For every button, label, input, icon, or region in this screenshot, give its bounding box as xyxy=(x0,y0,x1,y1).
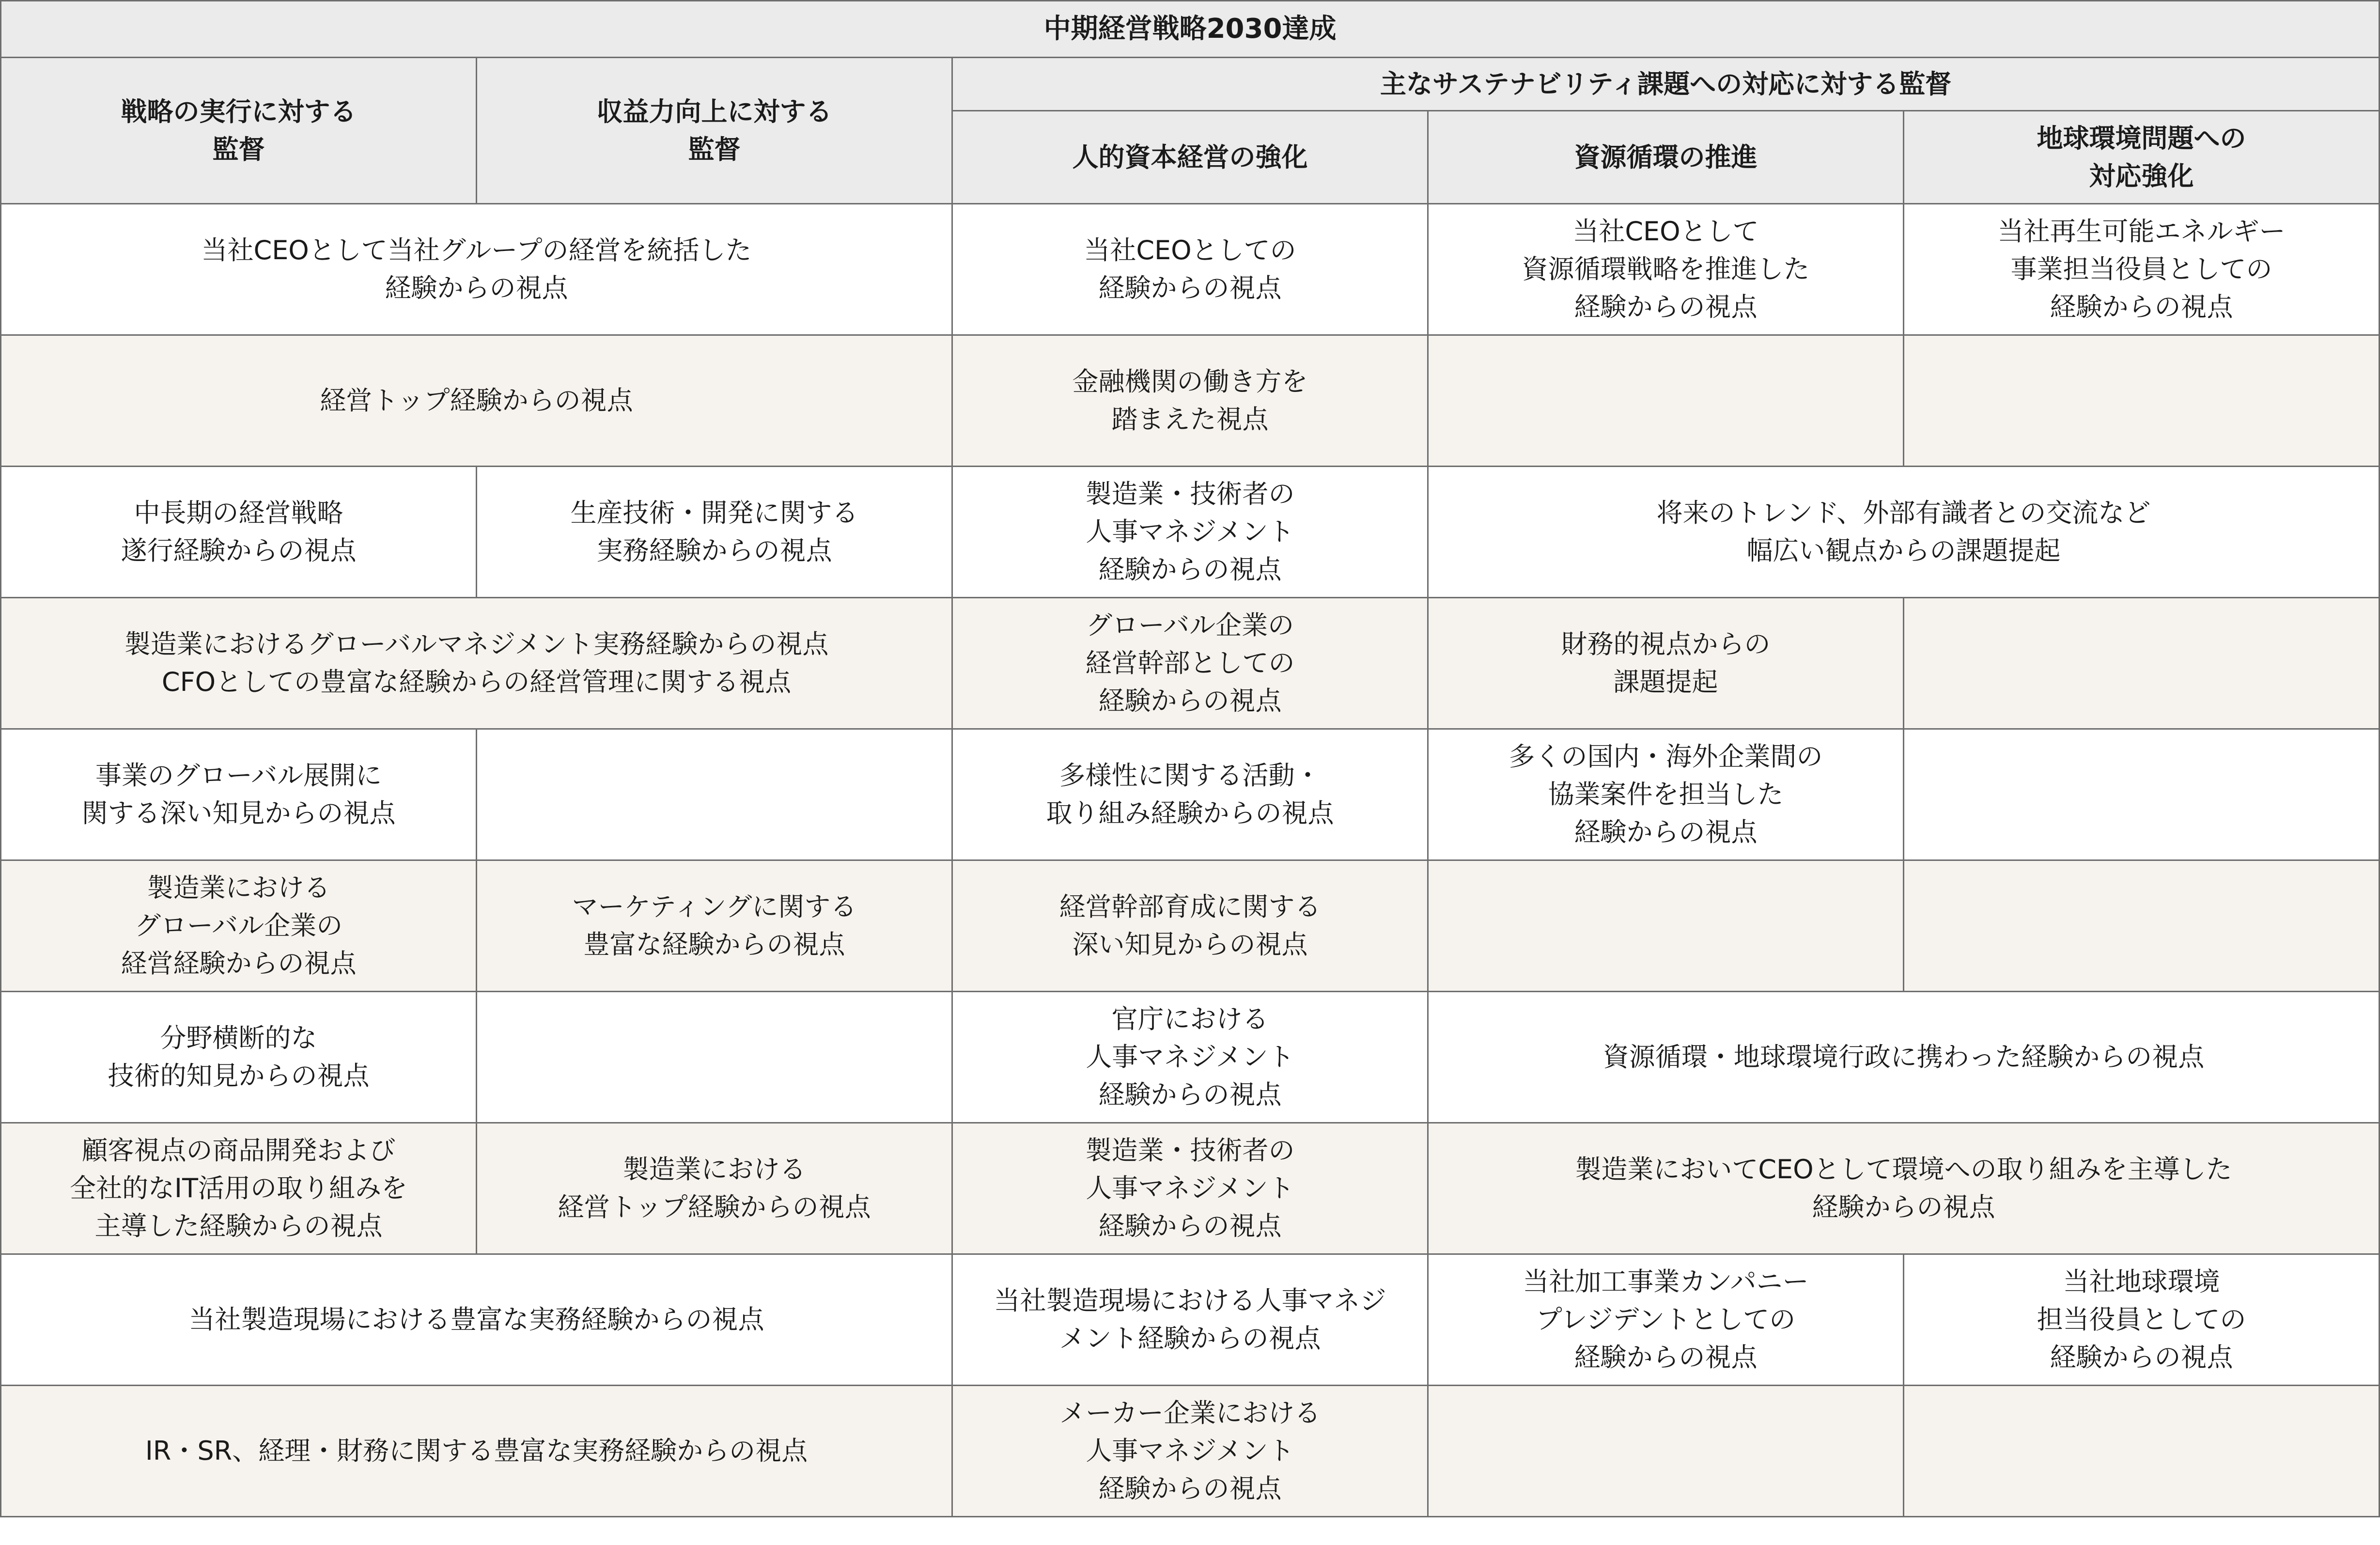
header-strategy-oversight: 戦略の実行に対する 監督 xyxy=(1,58,477,204)
cell-human-capital: 製造業・技術者の 人事マネジメント 経験からの視点 xyxy=(952,1123,1428,1254)
cell-human-capital: 官庁における 人事マネジメント 経験からの視点 xyxy=(952,992,1428,1123)
cell-resource-circulation: 財務的視点からの 課題提起 xyxy=(1428,598,1904,729)
cell-resource-environment: 資源循環・地球環境行政に携わった経験からの視点 xyxy=(1428,992,2380,1123)
cell-strategy: 事業のグローバル展開に 関する深い知見からの視点 xyxy=(1,729,477,860)
cell-strategy-profit: 当社製造現場における豊富な実務経験からの視点 xyxy=(1,1254,952,1386)
cell-resource-circulation xyxy=(1428,335,1904,467)
cell-human-capital: 製造業・技術者の 人事マネジメント 経験からの視点 xyxy=(952,467,1428,598)
cell-global-environment xyxy=(1904,729,2380,860)
cell-human-capital: 当社CEOとしての 経験からの視点 xyxy=(952,204,1428,335)
cell-profit: 生産技術・開発に関する 実務経験からの視点 xyxy=(477,467,952,598)
cell-resource-circulation: 多くの国内・海外企業間の 協業案件を担当した 経験からの視点 xyxy=(1428,729,1904,860)
table-row xyxy=(1,1254,2380,1386)
cell-global-environment xyxy=(1904,598,2380,729)
table-row xyxy=(1,467,2380,598)
cell-resource-circulation xyxy=(1428,860,1904,992)
cell-profit: マーケティングに関する 豊富な経験からの視点 xyxy=(477,860,952,992)
cell-human-capital: 経営幹部育成に関する 深い知見からの視点 xyxy=(952,860,1428,992)
cell-human-capital: メーカー企業における 人事マネジメント 経験からの視点 xyxy=(952,1386,1428,1517)
cell-global-environment xyxy=(1904,1386,2380,1517)
cell-resource-circulation: 当社CEOとして 資源循環戦略を推進した 経験からの視点 xyxy=(1428,204,1904,335)
cell-resource-circulation xyxy=(1428,1386,1904,1517)
table-row xyxy=(1,992,2380,1123)
cell-strategy-profit: 経営トップ経験からの視点 xyxy=(1,335,952,467)
table-title: 中期経営戦略2030達成 xyxy=(1,1,2380,58)
cell-strategy-profit: 当社CEOとして当社グループの経営を統括した 経験からの視点 xyxy=(1,204,952,335)
cell-resource-environment: 将来のトレンド、外部有識者との交流など 幅広い観点からの課題提起 xyxy=(1428,467,2380,598)
table-row xyxy=(1,1386,2380,1517)
cell-profit xyxy=(477,729,952,860)
table-row xyxy=(1,729,2380,860)
cell-strategy-profit: IR・SR、経理・財務に関する豊富な実務経験からの視点 xyxy=(1,1386,952,1517)
cell-global-environment: 当社再生可能エネルギー 事業担当役員としての 経験からの視点 xyxy=(1904,204,2380,335)
table-row xyxy=(1,598,2380,729)
cell-strategy: 顧客視点の商品開発および 全社的なIT活用の取り組みを 主導した経験からの視点 xyxy=(1,1123,477,1254)
cell-resource-environment: 製造業においてCEOとして環境への取り組みを主導した 経験からの視点 xyxy=(1428,1123,2380,1254)
cell-global-environment: 当社地球環境 担当役員としての 経験からの視点 xyxy=(1904,1254,2380,1386)
cell-global-environment xyxy=(1904,860,2380,992)
cell-profit xyxy=(477,992,952,1123)
title-row xyxy=(1,1,2380,58)
cell-human-capital: グローバル企業の 経営幹部としての 経験からの視点 xyxy=(952,598,1428,729)
cell-strategy: 分野横断的な 技術的知見からの視点 xyxy=(1,992,477,1123)
cell-profit: 製造業における 経営トップ経験からの視点 xyxy=(477,1123,952,1254)
table-row xyxy=(1,204,2380,335)
table-row xyxy=(1,860,2380,992)
cell-strategy-profit: 製造業におけるグローバルマネジメント実務経験からの視点 CFOとしての豊富な経験からの経営管理に関する視点 xyxy=(1,598,952,729)
cell-resource-circulation: 当社加工事業カンパニー プレジデントとしての 経験からの視点 xyxy=(1428,1254,1904,1386)
header-global-environment: 地球環境問題への 対応強化 xyxy=(1904,111,2380,204)
cell-human-capital: 金融機関の働き方を 踏まえた視点 xyxy=(952,335,1428,467)
header-human-capital: 人的資本経営の強化 xyxy=(952,111,1428,204)
table-row xyxy=(1,335,2380,467)
cell-strategy: 製造業における グローバル企業の 経営経験からの視点 xyxy=(1,860,477,992)
header-resource-circulation: 資源循環の推進 xyxy=(1428,111,1904,204)
table-row xyxy=(1,1123,2380,1254)
cell-global-environment xyxy=(1904,335,2380,467)
cell-human-capital: 多様性に関する活動・ 取り組み経験からの視点 xyxy=(952,729,1428,860)
header-profitability-oversight: 収益力向上に対する 監督 xyxy=(477,58,952,204)
cell-strategy: 中長期の経営戦略 遂行経験からの視点 xyxy=(1,467,477,598)
header-row-1 xyxy=(1,58,2380,111)
cell-human-capital: 当社製造現場における人事マネジ メント経験からの視点 xyxy=(952,1254,1428,1386)
header-sustainability-oversight: 主なサステナビリティ課題への対応に対する監督 xyxy=(952,58,2380,111)
